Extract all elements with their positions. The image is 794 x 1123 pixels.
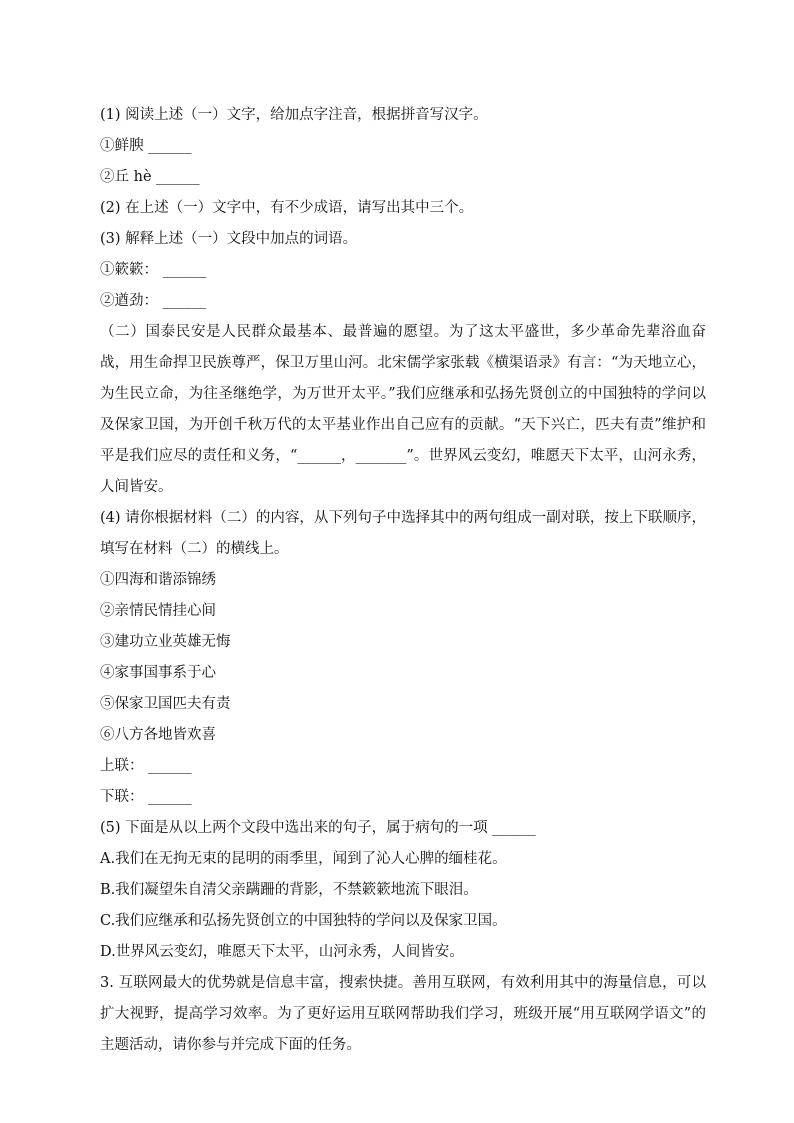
- q4-option-1: ①四海和谐添锦绣: [100, 572, 216, 588]
- q4-option-4: ④家事国事系于心: [100, 665, 216, 681]
- q4-option-6: ⑥八方各地皆欢喜: [100, 727, 216, 743]
- q5-option-c: C.我们应继承和弘扬先贤创立的中国独特的学问以及保家卫国。: [100, 913, 507, 929]
- question-4: (4) 请你根据材料（二）的内容，从下列句子中选择其中的两句组成一副对联，按上下联顺序，填写在材料（二）的横线上。: [100, 510, 706, 557]
- q4-option-2: ②亲情民情挂心间: [100, 603, 216, 619]
- q4-option-3: ③建功立业英雄无悔: [100, 634, 231, 650]
- couplet-lower: 下联： ______: [100, 789, 192, 805]
- couplet-upper: 上联： ______: [100, 758, 192, 774]
- q1-item-2: ②丘 hè ______: [100, 169, 200, 185]
- question-3: (3) 解释上述（一）文段中加点的词语。: [100, 231, 358, 247]
- question-section-3: 3. 互联网最大的优势就是信息丰富，搜索快捷。善用互联网，有效利用其中的海量信息，可以扩大视野，提高学习效率。为了更好运用互联网帮助我们学习，班级开展“用互联网学语文”的主题活动，请你参与并完成下面的任务。: [100, 975, 706, 1053]
- q5-option-d: D.世界风云变幻，唯愿天下太平，山河永秀，人间皆安。: [100, 944, 464, 960]
- passage-two: （二）国泰民安是人民群众最基本、最普遍的愿望。为了这太平盛世，多少革命先辈浴血奋战，用生命捍卫民族尊严，保卫万里山河。北宋儒学家张载《横渠语录》有言：“为天地立心，为生民立命，为往圣继绝学，为万世开太平。”我们应继承和弘扬先贤创立的中国独特的学问以及保家卫国，为开创千秋万代的太平基业作出自己应有的贡献。“天下兴亡，匹夫有责”维护和平是我们应尽的责任和义务，“______，_______”。世界风云变幻，唯愿天下太平，山河永秀，人间皆安。: [100, 324, 706, 495]
- q5-option-b: B.我们凝望朱自清父亲蹒跚的背影，不禁簌簌地流下眼泪。: [100, 882, 478, 898]
- question-2: (2) 在上述（一）文字中，有不少成语，请写出其中三个。: [100, 200, 474, 216]
- q1-item-1: ①鲜腴 ______: [100, 138, 192, 154]
- question-1: (1) 阅读上述（一）文字，给加点字注音，根据拼音写汉字。: [100, 107, 488, 123]
- question-5: (5) 下面是从以上两个文段中选出来的句子，属于病句的一项 ______: [100, 820, 536, 836]
- q3-item-1: ①簌簌： ______: [100, 262, 207, 278]
- q3-item-2: ②遒劲： ______: [100, 293, 207, 309]
- q4-option-5: ⑤保家卫国匹夫有责: [100, 696, 231, 712]
- q5-option-a: A.我们在无拘无束的昆明的雨季里，闻到了沁人心脾的缅桂花。: [100, 851, 507, 867]
